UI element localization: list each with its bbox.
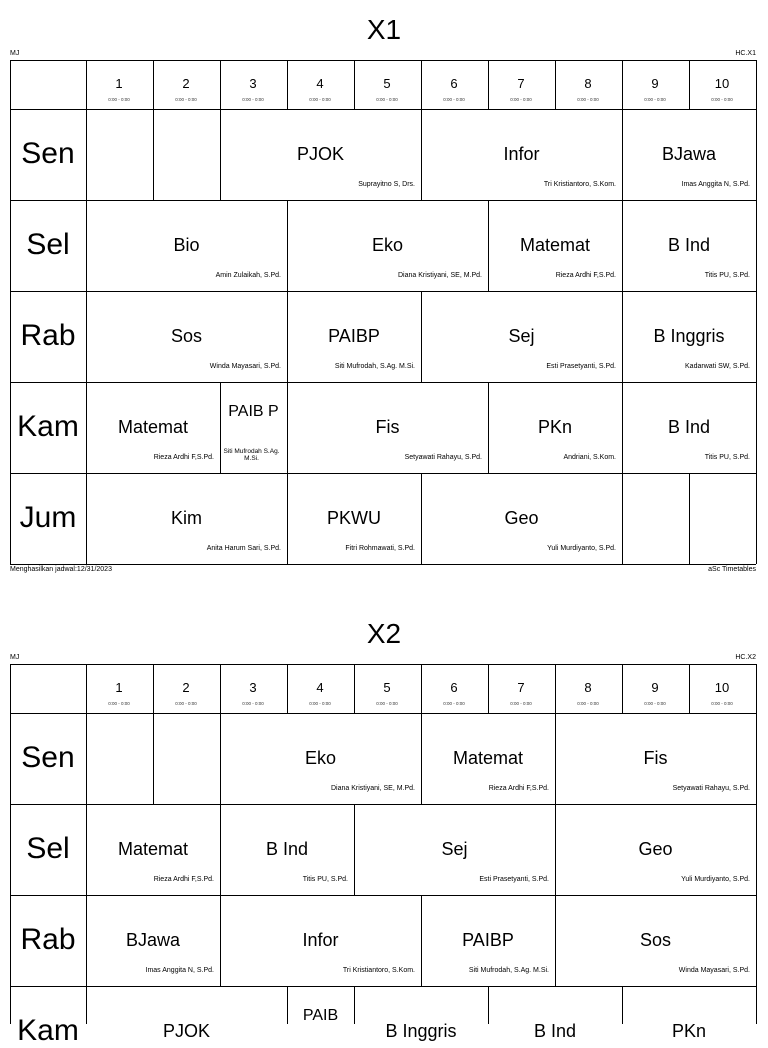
lesson-subject: Infor bbox=[302, 930, 339, 950]
period-time: 0:00 - 0:00 bbox=[577, 97, 599, 102]
period-number: 8 bbox=[584, 680, 592, 695]
lesson-subject: B Ind bbox=[667, 417, 711, 437]
lesson-teacher: Setyawati Rahayu, S.Pd. bbox=[672, 785, 750, 792]
lesson-subject: Geo bbox=[638, 839, 673, 859]
timetable-title: X1 bbox=[366, 14, 402, 45]
header-column-divider bbox=[689, 664, 690, 713]
day-label: Kam bbox=[17, 410, 79, 443]
lesson-subject: Infor bbox=[503, 144, 540, 164]
lesson-subject: Sej bbox=[441, 839, 468, 859]
day-label: Rab bbox=[20, 923, 76, 956]
lesson-divider bbox=[756, 986, 757, 1024]
period-time: 0:00 - 0:00 bbox=[510, 701, 532, 706]
header-column-divider bbox=[287, 664, 288, 713]
lesson-cell[interactable] bbox=[622, 986, 756, 1024]
header-column-divider bbox=[555, 664, 556, 713]
lesson-teacher: Kadarwati SW, S.Pd. bbox=[685, 363, 750, 370]
lesson-teacher: Imas Anggita N, S.Pd. bbox=[681, 181, 750, 188]
period-number: 4 bbox=[316, 76, 324, 91]
period-time: 0:00 - 0:00 bbox=[108, 97, 130, 102]
lesson-subject: Sej bbox=[508, 326, 535, 346]
period-time: 0:00 - 0:00 bbox=[309, 97, 331, 102]
lesson-cell[interactable] bbox=[86, 986, 287, 1024]
header-column-divider bbox=[86, 60, 87, 109]
lesson-cell[interactable] bbox=[488, 986, 622, 1024]
lesson-subject: B Inggris bbox=[385, 1021, 457, 1041]
period-number: 4 bbox=[316, 680, 324, 695]
school-code: MJ bbox=[10, 654, 20, 661]
software-credit: aSc Timetables bbox=[708, 566, 756, 573]
header-top-border bbox=[10, 60, 756, 61]
lesson-cell[interactable] bbox=[153, 109, 220, 200]
day-label: Rab bbox=[20, 319, 76, 352]
header-column-divider bbox=[220, 664, 221, 713]
lesson-subject: PJOK bbox=[162, 1021, 210, 1041]
header-top-border bbox=[10, 664, 756, 665]
period-number: 6 bbox=[450, 680, 458, 695]
header-column-divider bbox=[421, 60, 422, 109]
lesson-teacher: Amin Zulaikah, S.Pd. bbox=[215, 272, 281, 279]
period-time: 0:00 - 0:00 bbox=[376, 701, 398, 706]
lesson-teacher: Esti Prasetyanti, S.Pd. bbox=[546, 363, 616, 370]
lesson-teacher: Rieza Ardhi F,S.Pd. bbox=[488, 785, 549, 792]
period-time: 0:00 - 0:00 bbox=[577, 701, 599, 706]
lesson-subject: B Ind bbox=[667, 235, 711, 255]
lesson-teacher: Titis PU, S.Pd. bbox=[302, 876, 348, 883]
lesson-teacher: Diana Kristiyani, SE, M.Pd. bbox=[330, 785, 415, 792]
period-number: 2 bbox=[182, 680, 190, 695]
lesson-subject: B Inggris bbox=[653, 326, 725, 346]
day-label: Jum bbox=[19, 501, 77, 534]
lesson-divider bbox=[756, 109, 757, 200]
header-column-divider bbox=[488, 664, 489, 713]
lesson-subject: BJawa bbox=[125, 930, 181, 950]
school-code: MJ bbox=[10, 50, 20, 57]
lesson-cell[interactable] bbox=[354, 986, 488, 1024]
period-time: 0:00 - 0:00 bbox=[108, 701, 130, 706]
header-column-divider bbox=[287, 60, 288, 109]
period-number: 1 bbox=[115, 76, 123, 91]
lesson-subject: B Ind bbox=[265, 839, 309, 859]
lesson-divider bbox=[756, 382, 757, 473]
lesson-teacher: Titis PU, S.Pd. bbox=[704, 272, 750, 279]
period-time: 0:00 - 0:00 bbox=[711, 97, 733, 102]
period-number: 5 bbox=[383, 76, 391, 91]
lesson-subject: Matemat bbox=[519, 235, 591, 255]
lesson-subject: B Ind bbox=[533, 1021, 577, 1041]
period-time: 0:00 - 0:00 bbox=[175, 97, 197, 102]
lesson-teacher: Diana Kristiyani, SE, M.Pd. bbox=[397, 272, 482, 279]
lesson-cell[interactable] bbox=[622, 473, 689, 564]
day-label: Sel bbox=[26, 228, 70, 261]
lesson-subject: Matemat bbox=[117, 417, 189, 437]
lesson-teacher: Esti Prasetyanti, S.Pd. bbox=[479, 876, 549, 883]
table-left-border bbox=[10, 60, 11, 564]
period-time: 0:00 - 0:00 bbox=[242, 97, 264, 102]
period-time: 0:00 - 0:00 bbox=[510, 97, 532, 102]
lesson-teacher: Tri Kristiantoro, S.Kom. bbox=[342, 967, 415, 974]
lesson-divider bbox=[756, 473, 757, 564]
header-column-divider bbox=[354, 60, 355, 109]
lesson-subject: Matemat bbox=[452, 748, 524, 768]
lesson-teacher: Imas Anggita N, S.Pd. bbox=[145, 967, 214, 974]
period-time: 0:00 - 0:00 bbox=[644, 701, 666, 706]
period-number: 3 bbox=[249, 76, 257, 91]
class-code: HC.X1 bbox=[735, 50, 756, 57]
period-time: 0:00 - 0:00 bbox=[443, 97, 465, 102]
lesson-subject: PJOK bbox=[296, 144, 344, 164]
period-time: 0:00 - 0:00 bbox=[443, 701, 465, 706]
lesson-divider bbox=[756, 895, 757, 986]
lesson-teacher: Andriani, S.Kom. bbox=[563, 454, 616, 461]
header-column-divider bbox=[622, 60, 623, 109]
lesson-teacher: Anita Harum Sari, S.Pd. bbox=[206, 545, 281, 552]
header-column-divider bbox=[488, 60, 489, 109]
header-column-divider bbox=[756, 664, 757, 713]
lesson-subject: PAIB P bbox=[228, 403, 279, 420]
lesson-subject: Sos bbox=[170, 326, 203, 346]
lesson-teacher: Yuli Murdiyanto, S.Pd. bbox=[681, 876, 750, 883]
generated-date: Menghasilkan jadwal:12/31/2023 bbox=[10, 566, 112, 573]
timetable-title: X2 bbox=[366, 618, 402, 649]
period-number: 7 bbox=[517, 680, 525, 695]
day-label: Sel bbox=[26, 832, 70, 865]
period-number: 7 bbox=[517, 76, 525, 91]
period-time: 0:00 - 0:00 bbox=[376, 97, 398, 102]
period-number: 6 bbox=[450, 76, 458, 91]
day-label: Sen bbox=[21, 137, 75, 170]
lesson-teacher: Rieza Ardhi F,S.Pd. bbox=[153, 876, 214, 883]
lesson-divider bbox=[756, 200, 757, 291]
header-column-divider bbox=[220, 60, 221, 109]
period-number: 5 bbox=[383, 680, 391, 695]
header-column-divider bbox=[689, 60, 690, 109]
lesson-subject: BJawa bbox=[661, 144, 717, 164]
lesson-subject: Matemat bbox=[117, 839, 189, 859]
header-column-divider bbox=[153, 664, 154, 713]
period-number: 10 bbox=[714, 76, 730, 91]
lesson-teacher: Titis PU, S.Pd. bbox=[704, 454, 750, 461]
period-time: 0:00 - 0:00 bbox=[711, 701, 733, 706]
period-time: 0:00 - 0:00 bbox=[309, 701, 331, 706]
period-number: 9 bbox=[651, 76, 659, 91]
lesson-teacher: Siti Mufrodah, S.Ag. M.Si. bbox=[334, 363, 415, 370]
period-number: 1 bbox=[115, 680, 123, 695]
lesson-subject: Fis bbox=[643, 748, 668, 768]
lesson-divider bbox=[756, 713, 757, 804]
period-number: 9 bbox=[651, 680, 659, 695]
lesson-cell[interactable] bbox=[86, 713, 153, 804]
lesson-subject: Eko bbox=[304, 748, 337, 768]
lesson-subject: Eko bbox=[371, 235, 404, 255]
lesson-teacher: Siti Mufrodah, S.Ag. M.Si. bbox=[468, 967, 549, 974]
day-label: Sen bbox=[21, 741, 75, 774]
lesson-divider bbox=[756, 291, 757, 382]
period-time: 0:00 - 0:00 bbox=[644, 97, 666, 102]
lesson-subject: PKn bbox=[671, 1021, 707, 1041]
lesson-subject: PKWU bbox=[327, 508, 381, 528]
header-column-divider bbox=[555, 60, 556, 109]
header-column-divider bbox=[622, 664, 623, 713]
header-column-divider bbox=[354, 664, 355, 713]
lesson-teacher: Yuli Murdiyanto, S.Pd. bbox=[547, 545, 616, 552]
lesson-divider bbox=[756, 804, 757, 895]
lesson-teacher: Fitri Rohmawati, S.Pd. bbox=[345, 545, 415, 552]
period-time: 0:00 - 0:00 bbox=[175, 701, 197, 706]
lesson-teacher: Tri Kristiantoro, S.Kom. bbox=[543, 181, 616, 188]
header-column-divider bbox=[756, 60, 757, 109]
header-column-divider bbox=[421, 664, 422, 713]
row-bottom-border bbox=[10, 564, 756, 565]
lesson-teacher: Winda Mayasari, S.Pd. bbox=[209, 363, 281, 370]
lesson-subject: PAIBP bbox=[462, 930, 514, 950]
lesson-subject: Geo bbox=[504, 508, 539, 528]
period-number: 3 bbox=[249, 680, 257, 695]
lesson-teacher: Rieza Ardhi F,S.Pd. bbox=[153, 454, 214, 461]
lesson-teacher: Winda Mayasari, S.Pd. bbox=[678, 967, 750, 974]
lesson-subject: PKn bbox=[537, 417, 573, 437]
period-number: 10 bbox=[714, 680, 730, 695]
lesson-teacher: Rieza Ardhi F,S.Pd. bbox=[555, 272, 616, 279]
lesson-teacher: Setyawati Rahayu, S.Pd. bbox=[404, 454, 482, 461]
header-column-divider bbox=[153, 60, 154, 109]
lesson-cell[interactable] bbox=[689, 473, 756, 564]
period-number: 2 bbox=[182, 76, 190, 91]
class-code: HC.X2 bbox=[735, 654, 756, 661]
period-time: 0:00 - 0:00 bbox=[242, 701, 264, 706]
lesson-subject: Sos bbox=[639, 930, 672, 950]
period-number: 8 bbox=[584, 76, 592, 91]
lesson-cell[interactable] bbox=[153, 713, 220, 804]
lesson-subject: Kim bbox=[171, 508, 202, 528]
lesson-teacher: Suprayitno S, Drs. bbox=[358, 181, 415, 188]
lesson-cell[interactable] bbox=[86, 109, 153, 200]
lesson-subject: Fis bbox=[375, 417, 400, 437]
day-label: Kam bbox=[17, 1014, 79, 1047]
lesson-teacher: Siti Mufrodah S.Ag. M.Si. bbox=[223, 448, 280, 462]
header-column-divider bbox=[86, 664, 87, 713]
lesson-subject: Bio bbox=[173, 235, 200, 255]
lesson-subject: PAIBP bbox=[328, 326, 380, 346]
lesson-subject: PAIB bbox=[302, 1007, 339, 1024]
